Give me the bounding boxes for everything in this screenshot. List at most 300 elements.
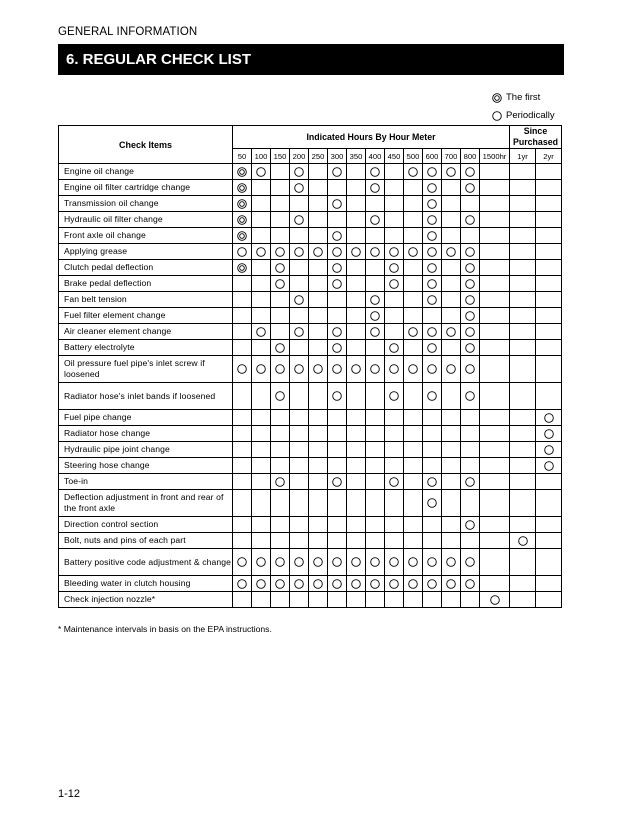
interval-cell	[480, 576, 510, 592]
circle-icon	[427, 391, 437, 401]
interval-cell	[480, 474, 510, 490]
interval-cell	[290, 533, 309, 549]
interval-cell	[404, 576, 423, 592]
interval-cell	[328, 490, 347, 517]
circle-icon	[446, 557, 456, 567]
interval-cell	[233, 356, 252, 383]
interval-cell	[309, 442, 328, 458]
interval-cell	[385, 474, 404, 490]
interval-cell	[423, 196, 442, 212]
interval-cell	[328, 549, 347, 576]
interval-cell	[290, 324, 309, 340]
circle-icon	[389, 343, 399, 353]
interval-cell	[404, 549, 423, 576]
circle-icon	[427, 183, 437, 193]
since-header-line2: Purchased	[513, 137, 558, 147]
interval-cell	[404, 517, 423, 533]
circle-icon	[351, 579, 361, 589]
interval-cell	[366, 426, 385, 442]
interval-cell	[271, 356, 290, 383]
interval-cell	[385, 383, 404, 410]
interval-cell	[461, 196, 480, 212]
circle-icon	[389, 557, 399, 567]
interval-cell	[536, 196, 562, 212]
interval-cell	[252, 308, 271, 324]
circle-icon	[275, 579, 285, 589]
table-row	[59, 340, 562, 356]
circle-icon	[237, 579, 247, 589]
interval-cell	[233, 244, 252, 260]
circle-icon	[313, 364, 323, 374]
circle-icon	[465, 279, 475, 289]
interval-cell	[442, 308, 461, 324]
table-row	[59, 356, 562, 383]
interval-cell	[442, 356, 461, 383]
interval-cell	[309, 356, 328, 383]
interval-cell	[404, 426, 423, 442]
interval-cell	[510, 324, 536, 340]
interval-cell	[252, 356, 271, 383]
interval-cell	[442, 383, 461, 410]
interval-cell	[385, 458, 404, 474]
circle-icon	[446, 247, 456, 257]
double-circle-icon	[237, 215, 247, 225]
circle-icon	[313, 247, 323, 257]
circle-icon	[332, 343, 342, 353]
interval-cell	[480, 533, 510, 549]
interval-cell	[271, 180, 290, 196]
interval-cell	[461, 549, 480, 576]
table-row	[59, 442, 562, 458]
circle-icon	[544, 429, 554, 439]
interval-cell	[366, 592, 385, 608]
interval-cell	[328, 308, 347, 324]
circle-icon	[389, 579, 399, 589]
check-item-label: Deflection adjustment in front and rear of the front axle	[59, 490, 233, 517]
interval-cell	[366, 228, 385, 244]
interval-cell	[442, 180, 461, 196]
check-list-body	[59, 164, 562, 608]
interval-cell	[328, 592, 347, 608]
interval-cell	[347, 426, 366, 442]
interval-cell	[423, 212, 442, 228]
interval-cell	[252, 324, 271, 340]
interval-cell	[309, 517, 328, 533]
circle-icon	[332, 579, 342, 589]
interval-cell	[328, 212, 347, 228]
interval-cell	[290, 517, 309, 533]
interval-cell	[442, 490, 461, 517]
interval-cell	[233, 324, 252, 340]
interval-cell	[366, 517, 385, 533]
interval-cell	[347, 549, 366, 576]
interval-cell	[271, 426, 290, 442]
circle-icon	[294, 579, 304, 589]
interval-cell	[385, 164, 404, 180]
interval-cell	[442, 164, 461, 180]
interval-cell	[404, 260, 423, 276]
circle-icon	[332, 247, 342, 257]
interval-cell	[328, 410, 347, 426]
legend-periodic	[492, 110, 555, 121]
table-row	[59, 549, 562, 576]
interval-cell	[404, 164, 423, 180]
interval-cell	[271, 212, 290, 228]
check-item-label: Clutch pedal deflection	[59, 260, 233, 276]
interval-cell	[366, 442, 385, 458]
interval-cell	[442, 212, 461, 228]
interval-cell	[480, 549, 510, 576]
interval-cell	[536, 340, 562, 356]
interval-cell	[385, 212, 404, 228]
interval-cell	[442, 576, 461, 592]
check-item-label: Hydraulic pipe joint change	[59, 442, 233, 458]
interval-cell	[404, 474, 423, 490]
interval-cell	[366, 458, 385, 474]
interval-cell	[252, 340, 271, 356]
table-row	[59, 276, 562, 292]
interval-cell	[461, 276, 480, 292]
circle-icon	[465, 557, 475, 567]
hour-column-header: 400	[366, 149, 385, 164]
interval-cell	[366, 383, 385, 410]
since-purchased-header	[510, 126, 562, 149]
interval-cell	[404, 308, 423, 324]
interval-cell	[233, 458, 252, 474]
circle-icon	[465, 477, 475, 487]
circle-icon	[465, 364, 475, 374]
interval-cell	[309, 164, 328, 180]
interval-cell	[366, 356, 385, 383]
interval-cell	[404, 180, 423, 196]
circle-icon	[408, 364, 418, 374]
interval-cell	[347, 212, 366, 228]
interval-cell	[461, 458, 480, 474]
interval-cell	[442, 426, 461, 442]
check-item-label: Radiator hose's inlet bands if loosened	[59, 383, 233, 410]
interval-cell	[461, 324, 480, 340]
interval-cell	[271, 164, 290, 180]
interval-cell	[309, 458, 328, 474]
circle-icon	[408, 167, 418, 177]
interval-cell	[385, 276, 404, 292]
table-row	[59, 474, 562, 490]
interval-cell	[385, 426, 404, 442]
circle-icon	[427, 199, 437, 209]
circle-icon	[275, 263, 285, 273]
circle-icon	[465, 579, 475, 589]
interval-cell	[271, 260, 290, 276]
circle-icon	[294, 215, 304, 225]
interval-cell	[290, 180, 309, 196]
interval-cell	[233, 180, 252, 196]
interval-cell	[385, 340, 404, 356]
interval-cell	[252, 474, 271, 490]
interval-cell	[423, 517, 442, 533]
circle-icon	[294, 364, 304, 374]
circle-icon	[256, 247, 266, 257]
hour-column-header: 1500hr	[480, 149, 510, 164]
interval-cell	[233, 212, 252, 228]
interval-cell	[366, 244, 385, 260]
table-row	[59, 196, 562, 212]
interval-cell	[404, 442, 423, 458]
interval-cell	[442, 458, 461, 474]
check-item-label: Fan belt tension	[59, 292, 233, 308]
interval-cell	[510, 292, 536, 308]
hour-column-header: 500	[404, 149, 423, 164]
interval-cell	[510, 180, 536, 196]
interval-cell	[252, 212, 271, 228]
interval-cell	[252, 196, 271, 212]
interval-cell	[480, 212, 510, 228]
interval-cell	[347, 576, 366, 592]
interval-cell	[328, 426, 347, 442]
hour-column-header: 100	[252, 149, 271, 164]
circle-icon	[313, 579, 323, 589]
circle-icon	[518, 536, 528, 546]
hour-column-header: 250	[309, 149, 328, 164]
interval-cell	[423, 244, 442, 260]
circle-icon	[427, 343, 437, 353]
circle-icon	[256, 167, 266, 177]
interval-cell	[385, 490, 404, 517]
circle-icon	[465, 215, 475, 225]
interval-cell	[536, 308, 562, 324]
interval-cell	[347, 228, 366, 244]
interval-cell	[290, 549, 309, 576]
table-row	[59, 517, 562, 533]
interval-cell	[442, 228, 461, 244]
interval-cell	[442, 324, 461, 340]
interval-cell	[510, 356, 536, 383]
interval-cell	[404, 410, 423, 426]
interval-cell	[309, 244, 328, 260]
interval-cell	[480, 490, 510, 517]
interval-cell	[271, 576, 290, 592]
interval-cell	[252, 292, 271, 308]
interval-cell	[536, 164, 562, 180]
interval-cell	[328, 383, 347, 410]
interval-cell	[423, 356, 442, 383]
interval-cell	[423, 164, 442, 180]
interval-cell	[536, 410, 562, 426]
interval-cell	[233, 276, 252, 292]
interval-cell	[328, 196, 347, 212]
interval-cell	[536, 442, 562, 458]
interval-cell	[480, 292, 510, 308]
table-row	[59, 426, 562, 442]
table-row	[59, 228, 562, 244]
interval-cell	[309, 260, 328, 276]
interval-cell	[347, 276, 366, 292]
check-item-label: Hydraulic oil filter change	[59, 212, 233, 228]
interval-cell	[442, 260, 461, 276]
check-items-header: Check Items	[59, 126, 233, 164]
circle-icon	[389, 391, 399, 401]
interval-cell	[404, 292, 423, 308]
interval-cell	[404, 244, 423, 260]
hour-column-header: 600	[423, 149, 442, 164]
interval-cell	[328, 458, 347, 474]
interval-cell	[252, 458, 271, 474]
interval-cell	[309, 324, 328, 340]
interval-cell	[461, 383, 480, 410]
interval-cell	[271, 490, 290, 517]
interval-cell	[536, 576, 562, 592]
interval-cell	[385, 196, 404, 212]
table-row	[59, 164, 562, 180]
circle-icon	[465, 167, 475, 177]
interval-cell	[271, 276, 290, 292]
circle-icon	[370, 327, 380, 337]
interval-cell	[536, 383, 562, 410]
interval-cell	[252, 410, 271, 426]
check-item-label: Applying grease	[59, 244, 233, 260]
interval-cell	[480, 383, 510, 410]
interval-cell	[404, 276, 423, 292]
interval-cell	[233, 196, 252, 212]
interval-cell	[385, 592, 404, 608]
circle-icon	[275, 279, 285, 289]
interval-cell	[328, 442, 347, 458]
circle-icon	[408, 327, 418, 337]
interval-cell	[328, 576, 347, 592]
interval-cell	[536, 292, 562, 308]
interval-cell	[252, 180, 271, 196]
table-row	[59, 324, 562, 340]
interval-cell	[347, 196, 366, 212]
interval-cell	[252, 442, 271, 458]
interval-cell	[233, 426, 252, 442]
interval-cell	[510, 474, 536, 490]
circle-icon	[370, 167, 380, 177]
interval-cell	[233, 549, 252, 576]
interval-cell	[404, 533, 423, 549]
interval-cell	[423, 324, 442, 340]
interval-cell	[252, 490, 271, 517]
interval-cell	[510, 442, 536, 458]
circle-icon	[256, 364, 266, 374]
circle-icon	[332, 167, 342, 177]
interval-cell	[252, 276, 271, 292]
interval-cell	[290, 260, 309, 276]
interval-cell	[461, 308, 480, 324]
interval-cell	[309, 228, 328, 244]
check-item-label: Radiator hose change	[59, 426, 233, 442]
interval-cell	[461, 533, 480, 549]
interval-cell	[366, 276, 385, 292]
interval-cell	[385, 410, 404, 426]
interval-cell	[233, 228, 252, 244]
interval-cell	[423, 276, 442, 292]
interval-cell	[347, 340, 366, 356]
interval-cell	[366, 324, 385, 340]
interval-cell	[461, 292, 480, 308]
double-circle-icon	[237, 231, 247, 241]
circle-icon	[427, 364, 437, 374]
interval-cell	[328, 164, 347, 180]
interval-cell	[309, 196, 328, 212]
interval-cell	[271, 549, 290, 576]
check-item-label: Check injection nozzle*	[59, 592, 233, 608]
interval-cell	[271, 228, 290, 244]
circle-icon	[332, 279, 342, 289]
check-item-label: Transmission oil change	[59, 196, 233, 212]
table-row	[59, 244, 562, 260]
interval-cell	[233, 442, 252, 458]
check-item-label: Engine oil change	[59, 164, 233, 180]
interval-cell	[290, 474, 309, 490]
interval-cell	[271, 533, 290, 549]
interval-cell	[510, 196, 536, 212]
interval-cell	[510, 308, 536, 324]
check-item-label: Battery positive code adjustment & change	[59, 549, 233, 576]
circle-icon	[275, 391, 285, 401]
circle-icon	[256, 579, 266, 589]
circle-icon	[544, 445, 554, 455]
interval-cell	[271, 517, 290, 533]
interval-cell	[309, 383, 328, 410]
interval-cell	[480, 340, 510, 356]
interval-cell	[366, 164, 385, 180]
interval-cell	[423, 410, 442, 426]
interval-cell	[271, 442, 290, 458]
hours-header: Indicated Hours By Hour Meter	[233, 126, 510, 149]
circle-icon	[389, 279, 399, 289]
interval-cell	[480, 276, 510, 292]
interval-cell	[480, 458, 510, 474]
interval-cell	[461, 244, 480, 260]
interval-cell	[309, 308, 328, 324]
circle-icon	[256, 327, 266, 337]
interval-cell	[423, 228, 442, 244]
interval-cell	[480, 244, 510, 260]
interval-cell	[442, 244, 461, 260]
interval-cell	[233, 383, 252, 410]
interval-cell	[510, 517, 536, 533]
interval-cell	[347, 164, 366, 180]
interval-cell	[309, 592, 328, 608]
interval-cell	[309, 490, 328, 517]
interval-cell	[510, 490, 536, 517]
interval-cell	[510, 410, 536, 426]
interval-cell	[366, 260, 385, 276]
interval-cell	[480, 324, 510, 340]
hour-column-header: 350	[347, 149, 366, 164]
table-row	[59, 212, 562, 228]
interval-cell	[347, 490, 366, 517]
interval-cell	[385, 228, 404, 244]
interval-cell	[510, 533, 536, 549]
interval-cell	[347, 383, 366, 410]
circle-icon	[332, 391, 342, 401]
interval-cell	[480, 426, 510, 442]
interval-cell	[385, 442, 404, 458]
check-item-label: Engine oil filter cartridge change	[59, 180, 233, 196]
circle-icon	[275, 364, 285, 374]
interval-cell	[328, 324, 347, 340]
interval-cell	[480, 196, 510, 212]
circle-icon	[313, 557, 323, 567]
interval-cell	[252, 260, 271, 276]
interval-cell	[271, 410, 290, 426]
circle-icon	[370, 215, 380, 225]
interval-cell	[271, 292, 290, 308]
interval-cell	[385, 576, 404, 592]
circle-icon	[332, 327, 342, 337]
interval-cell	[366, 474, 385, 490]
